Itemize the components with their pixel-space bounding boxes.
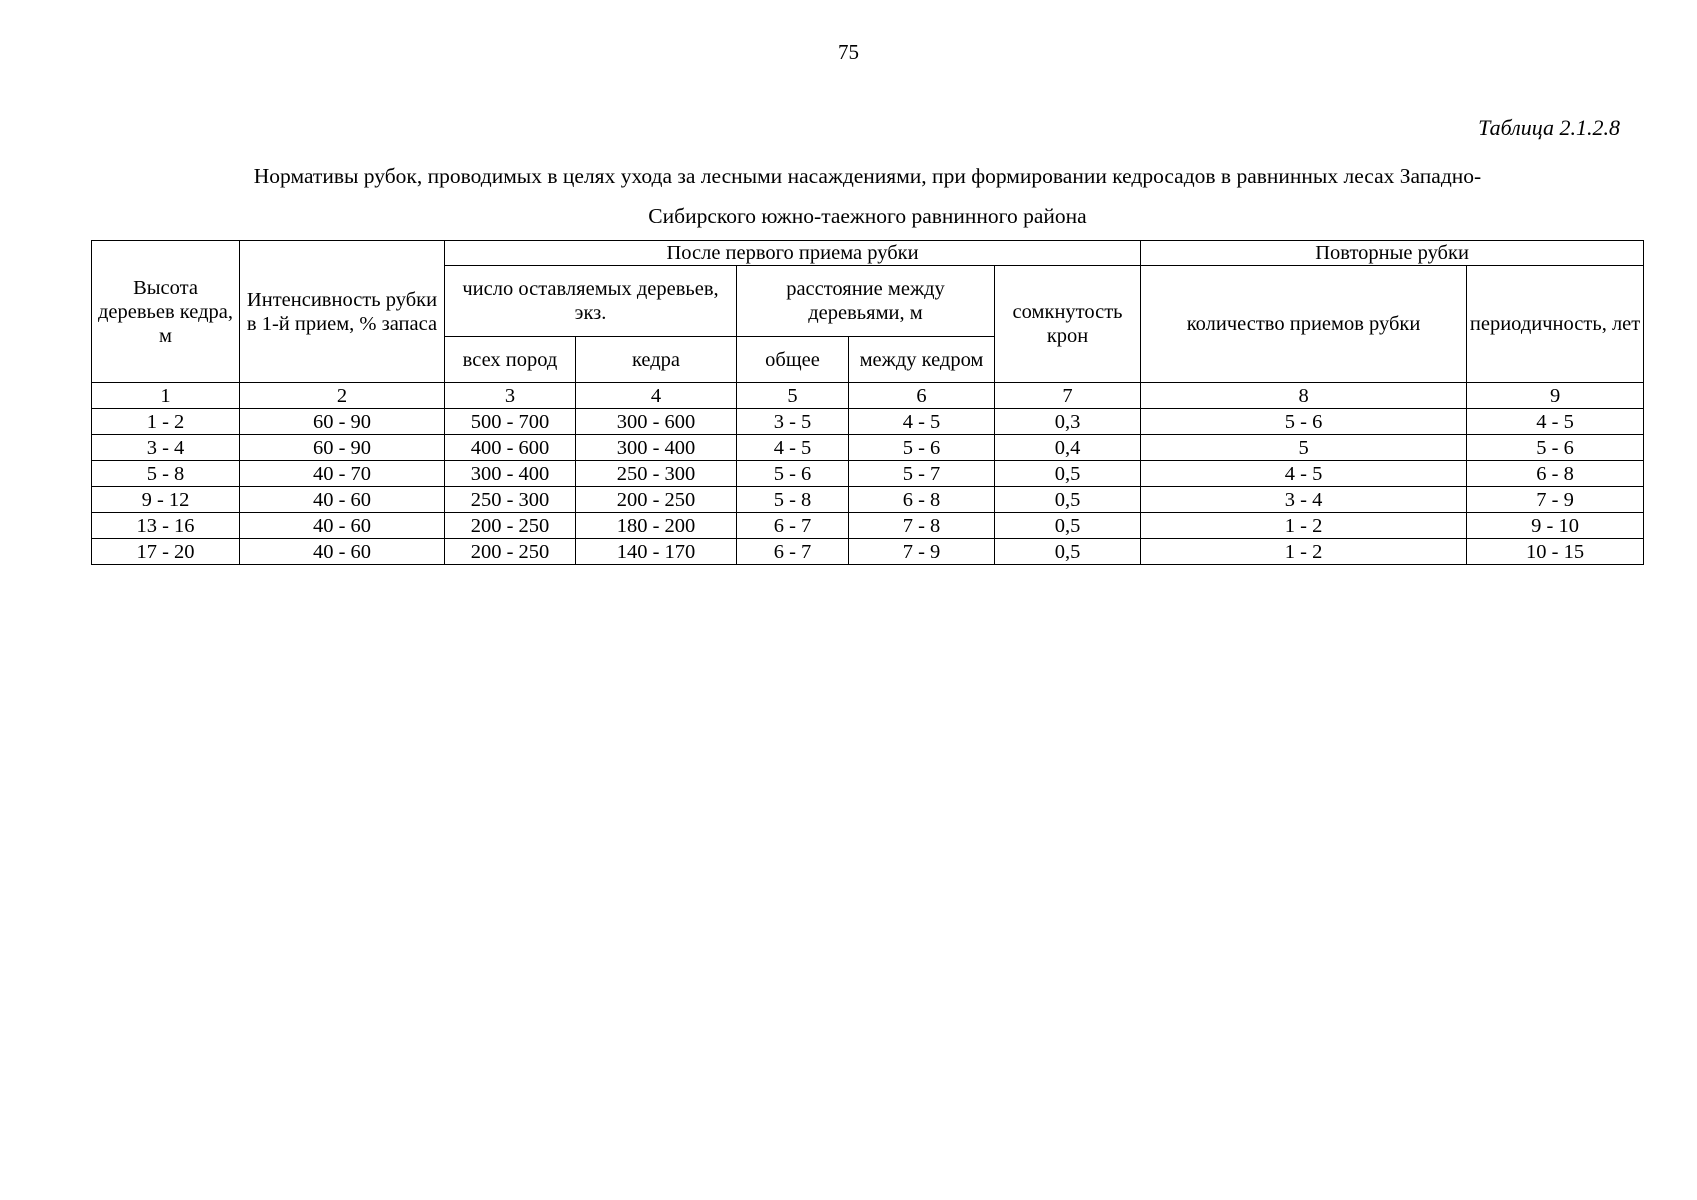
table-cell: 13 - 16 — [92, 513, 240, 539]
header-repeat-cuts: Повторные рубки — [1141, 241, 1644, 266]
table-cell: 5 - 6 — [1141, 409, 1467, 435]
header-cuts-count: количество приемов рубки — [1141, 266, 1467, 383]
table-cell: 9 - 12 — [92, 487, 240, 513]
table-cell: 250 - 300 — [576, 461, 737, 487]
column-number: 7 — [995, 383, 1141, 409]
table-cell: 40 - 60 — [240, 513, 445, 539]
table-cell: 0,5 — [995, 539, 1141, 565]
norms-table — [91, 240, 1644, 565]
table-cell: 4 - 5 — [1141, 461, 1467, 487]
column-number: 2 — [240, 383, 445, 409]
table-cell: 6 - 7 — [737, 539, 849, 565]
table-cell: 4 - 5 — [1467, 409, 1644, 435]
table-reference: Таблица 2.1.2.8 — [1478, 115, 1620, 140]
header-general: общее — [737, 337, 849, 383]
table-cell: 6 - 8 — [1467, 461, 1644, 487]
table-cell: 5 - 6 — [849, 435, 995, 461]
column-number: 5 — [737, 383, 849, 409]
table-cell: 6 - 7 — [737, 513, 849, 539]
table-title-line-1: Нормативы рубок, проводимых в целях ухода за лесными насаждениями, при формировании кедросадов в равнинных лесах Западно- — [253, 164, 1482, 188]
table-cell: 1 - 2 — [92, 409, 240, 435]
header-between-cedar: между кедром — [849, 337, 995, 383]
table-row — [92, 435, 1644, 461]
table-cell: 0,4 — [995, 435, 1141, 461]
table-cell: 5 - 6 — [737, 461, 849, 487]
table-cell: 0,3 — [995, 409, 1141, 435]
table-cell: 3 - 4 — [1141, 487, 1467, 513]
header-after-first-cut: После первого приема рубки — [445, 241, 1141, 266]
table-title-line-2: Сибирского южно-таежного равнинного района — [648, 204, 1087, 228]
table-cell: 9 - 10 — [1467, 513, 1644, 539]
table-cell: 5 — [1141, 435, 1467, 461]
table-cell: 7 - 8 — [849, 513, 995, 539]
table-title — [170, 156, 1565, 236]
table-cell: 250 - 300 — [445, 487, 576, 513]
table-cell: 17 - 20 — [92, 539, 240, 565]
table-cell: 4 - 5 — [849, 409, 995, 435]
column-number: 4 — [576, 383, 737, 409]
table-row — [92, 409, 1644, 435]
table-cell: 60 - 90 — [240, 409, 445, 435]
table-cell: 3 - 4 — [92, 435, 240, 461]
table-cell: 5 - 7 — [849, 461, 995, 487]
table-cell: 200 - 250 — [445, 539, 576, 565]
table-cell: 0,5 — [995, 513, 1141, 539]
table-cell: 300 - 400 — [445, 461, 576, 487]
table-cell: 200 - 250 — [576, 487, 737, 513]
column-number: 1 — [92, 383, 240, 409]
table-cell: 400 - 600 — [445, 435, 576, 461]
column-number: 6 — [849, 383, 995, 409]
table-cell: 300 - 600 — [576, 409, 737, 435]
column-number-row — [92, 383, 1644, 409]
table-cell: 3 - 5 — [737, 409, 849, 435]
table-cell: 40 - 60 — [240, 539, 445, 565]
table-cell: 60 - 90 — [240, 435, 445, 461]
table-row — [92, 513, 1644, 539]
header-cedar: кедра — [576, 337, 737, 383]
header-crown-closure: сомкнутость крон — [995, 266, 1141, 383]
table-cell: 40 - 60 — [240, 487, 445, 513]
table-cell: 0,5 — [995, 461, 1141, 487]
table-cell: 200 - 250 — [445, 513, 576, 539]
table-cell: 6 - 8 — [849, 487, 995, 513]
column-number: 8 — [1141, 383, 1467, 409]
header-trees-left: число оставляемых деревьев, экз. — [445, 266, 737, 337]
table-row — [92, 487, 1644, 513]
table-cell: 7 - 9 — [849, 539, 995, 565]
header-distance: расстояние между деревьями, м — [737, 266, 995, 337]
table-cell: 7 - 9 — [1467, 487, 1644, 513]
table-cell: 4 - 5 — [737, 435, 849, 461]
table-cell: 1 - 2 — [1141, 513, 1467, 539]
header-periodicity: периодичность, лет — [1467, 266, 1644, 383]
header-row-1 — [92, 241, 1644, 266]
table-cell: 10 - 15 — [1467, 539, 1644, 565]
header-height: Высота деревьев кедра, м — [92, 241, 240, 383]
header-all-species: всех пород — [445, 337, 576, 383]
table-cell: 5 - 8 — [92, 461, 240, 487]
table-row — [92, 461, 1644, 487]
table-cell: 40 - 70 — [240, 461, 445, 487]
table-cell: 5 - 8 — [737, 487, 849, 513]
column-number: 3 — [445, 383, 576, 409]
table-cell: 5 - 6 — [1467, 435, 1644, 461]
table-cell: 0,5 — [995, 487, 1141, 513]
table-cell: 140 - 170 — [576, 539, 737, 565]
table-cell: 500 - 700 — [445, 409, 576, 435]
column-number: 9 — [1467, 383, 1644, 409]
table-cell: 180 - 200 — [576, 513, 737, 539]
table-cell: 1 - 2 — [1141, 539, 1467, 565]
header-intensity: Интенсивность рубки в 1-й прием, % запаса — [240, 241, 445, 383]
page-number: 75 — [838, 40, 859, 64]
table-cell: 300 - 400 — [576, 435, 737, 461]
table-row — [92, 539, 1644, 565]
